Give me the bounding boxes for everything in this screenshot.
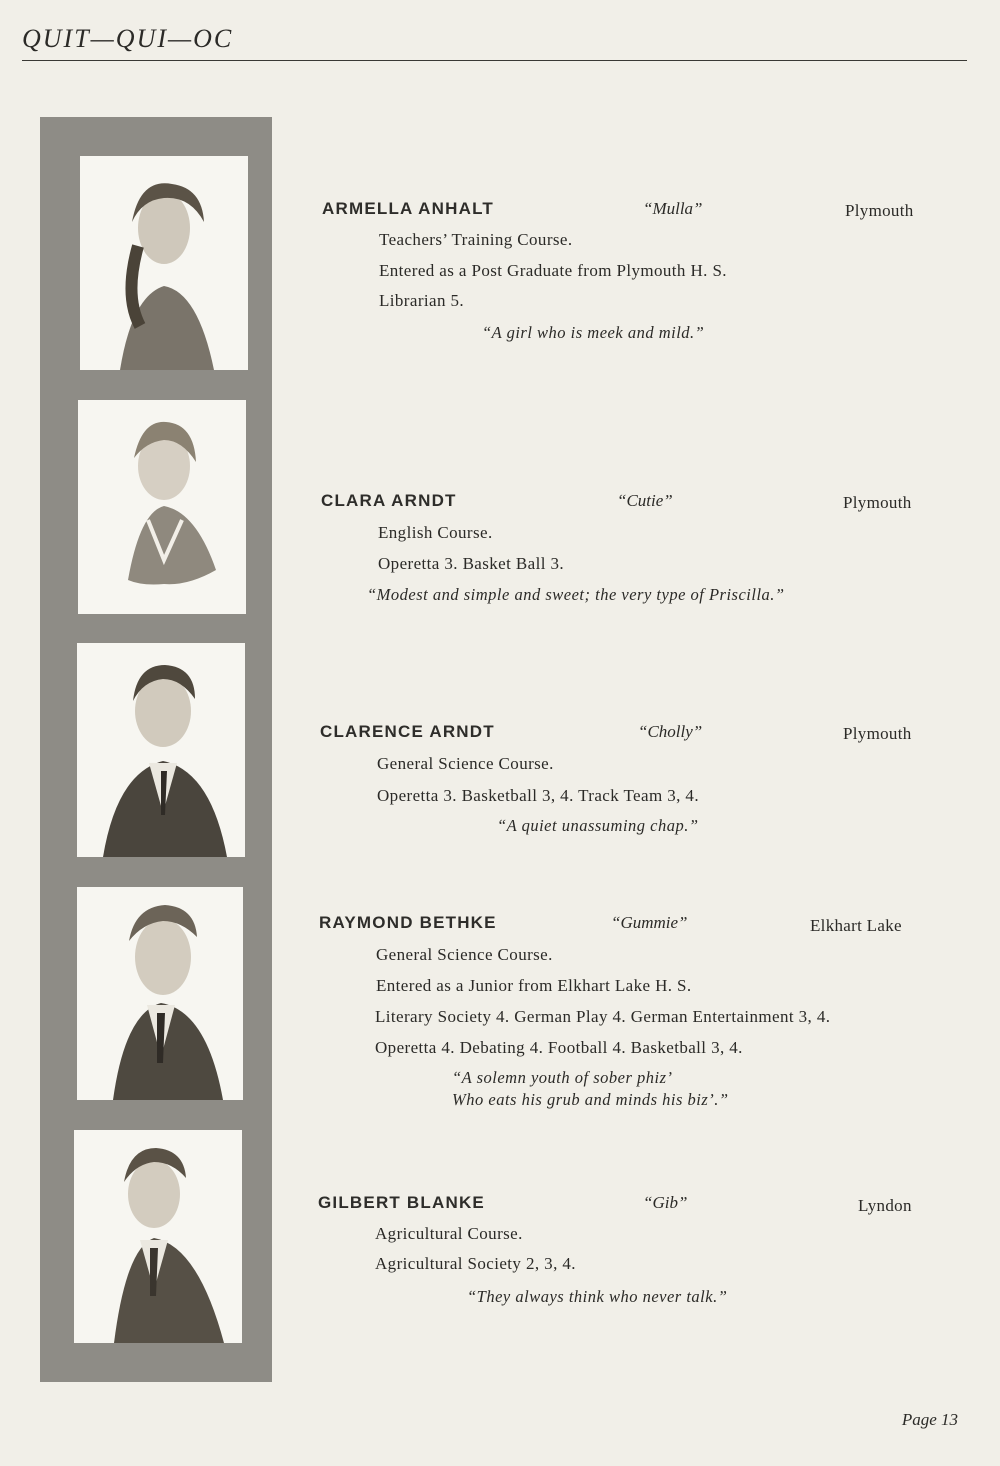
student-quote: “A quiet unassuming chap.” <box>497 816 699 835</box>
portrait-photo <box>80 156 248 370</box>
student-quote: “They always think who never talk.” <box>467 1287 728 1306</box>
student-nickname: “Cutie” <box>617 491 673 510</box>
student-nickname: “Cholly” <box>638 722 703 741</box>
portrait-photo <box>77 643 245 857</box>
student-activity: Literary Society 4. German Play 4. German Entertainment 3, 4. <box>375 1007 831 1026</box>
header-rule <box>22 60 967 61</box>
student-activity: Operetta 3. Basket Ball 3. <box>378 554 565 573</box>
student-name: ARMELLA ANHALT <box>322 199 494 218</box>
student-course: General Science Course. <box>377 754 554 773</box>
student-quote: “A girl who is meek and mild.” <box>482 323 705 342</box>
student-course: Agricultural Course. <box>375 1224 523 1243</box>
student-name: RAYMOND BETHKE <box>319 913 497 932</box>
student-name: CLARA ARNDT <box>321 491 457 510</box>
student-activity: Entered as a Post Graduate from Plymouth H. S. <box>379 261 727 280</box>
student-activity: Entered as a Junior from Elkhart Lake H. S. <box>376 976 692 995</box>
student-quote: Who eats his grub and minds his biz’.” <box>452 1090 729 1109</box>
student-course: Teachers’ Training Course. <box>379 230 573 249</box>
student-nickname: “Gib” <box>643 1193 688 1212</box>
portrait-photo <box>78 400 246 614</box>
student-town: Lyndon <box>858 1196 912 1215</box>
student-course: English Course. <box>378 523 493 542</box>
student-activity: Librarian 5. <box>379 291 465 310</box>
student-course: General Science Course. <box>376 945 553 964</box>
student-activity: Agricultural Society 2, 3, 4. <box>375 1254 576 1273</box>
portrait-photo <box>74 1130 242 1343</box>
student-town: Plymouth <box>843 493 912 512</box>
student-quote: “A solemn youth of sober phiz’ <box>452 1068 673 1087</box>
student-town: Plymouth <box>843 724 912 743</box>
student-name: GILBERT BLANKE <box>318 1193 485 1212</box>
student-nickname: “Mulla” <box>643 199 703 218</box>
student-activity: Operetta 3. Basketball 3, 4. Track Team 3, 4. <box>377 786 699 805</box>
portrait-photo <box>77 887 243 1100</box>
student-town: Elkhart Lake <box>810 916 902 935</box>
student-activity: Operetta 4. Debating 4. Football 4. Basketball 3, 4. <box>375 1038 743 1057</box>
student-name: CLARENCE ARNDT <box>320 722 495 741</box>
student-nickname: “Gummie” <box>611 913 688 932</box>
student-quote: “Modest and simple and sweet; the very type of Priscilla.” <box>367 585 785 604</box>
student-town: Plymouth <box>845 201 914 220</box>
photo-strip <box>40 117 272 1382</box>
page-number: Page 13 <box>901 1410 958 1429</box>
running-header: QUIT—QUI—OC <box>22 24 234 53</box>
